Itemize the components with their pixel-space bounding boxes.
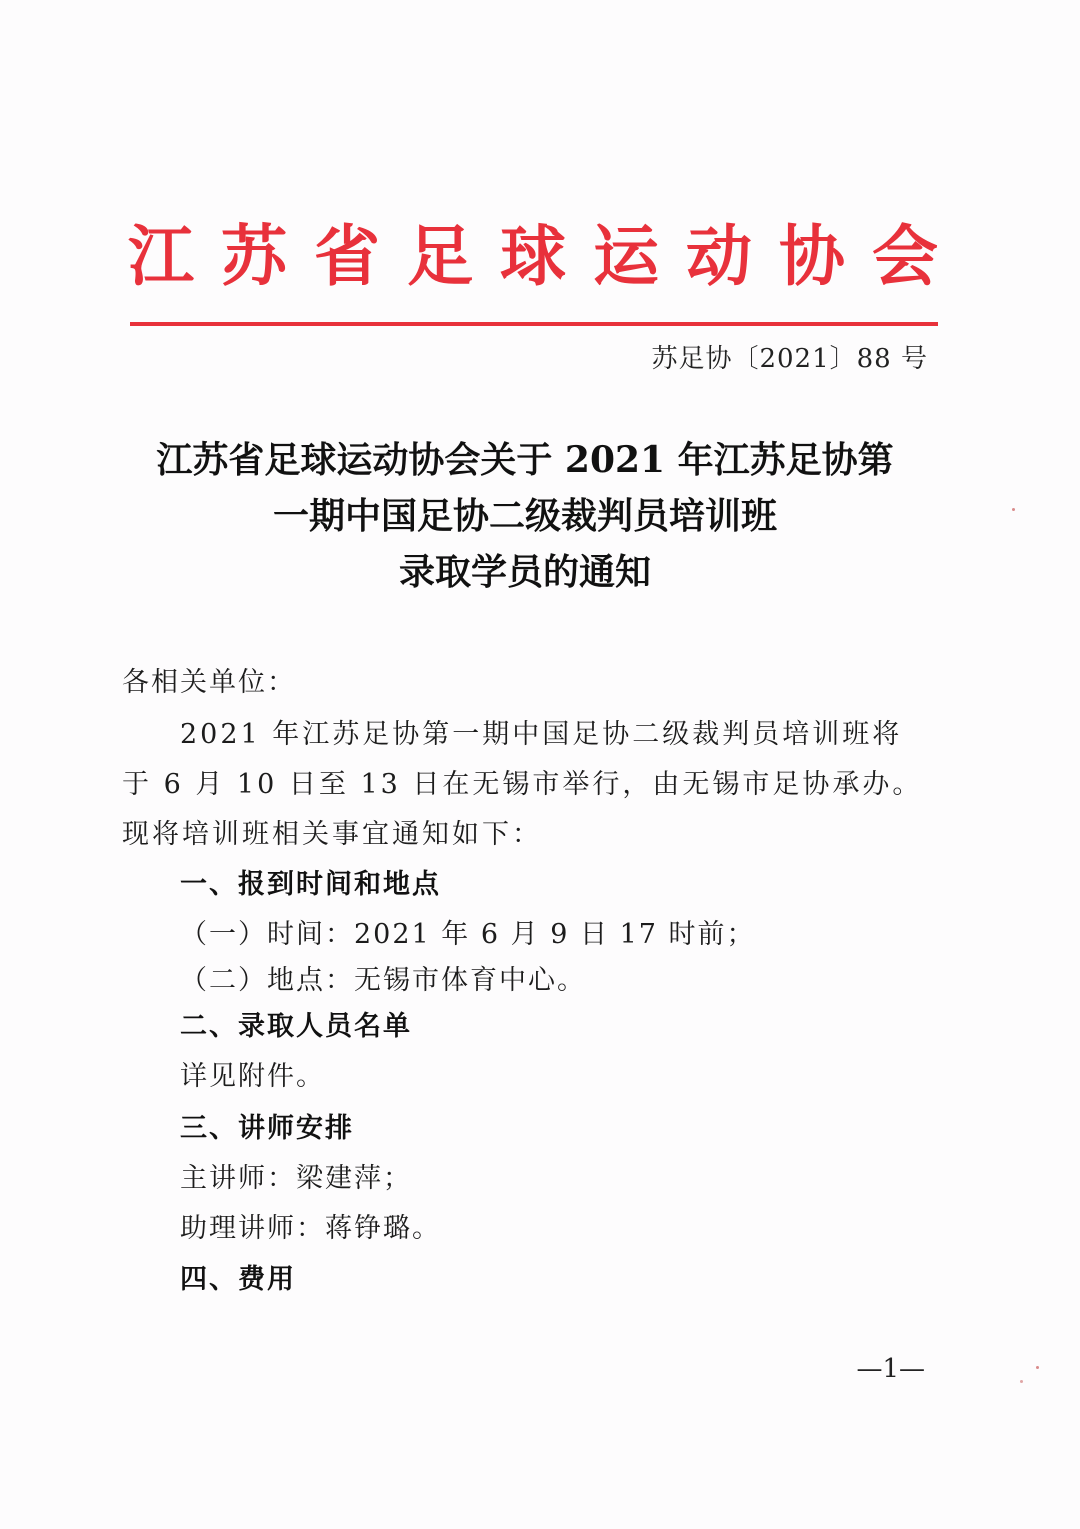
- letterhead-char: 江: [128, 216, 194, 295]
- page-number: —1—: [856, 1354, 925, 1384]
- letterhead-char: 运: [593, 216, 659, 295]
- scan-speck: [1012, 508, 1015, 511]
- letterhead-char: 省: [314, 216, 380, 295]
- section-3-assistant-lecturer: 助理讲师：蒋铮璐。: [180, 1213, 441, 1244]
- section-2-text: 详见附件。: [180, 1061, 325, 1092]
- document-number: 苏足协〔2021〕88 号: [651, 344, 928, 374]
- letterhead-divider: [130, 322, 938, 326]
- letterhead-char: 苏: [221, 216, 287, 295]
- intro-paragraph: 2021 年江苏足协第一期中国足协二级裁判员培训班将于 6 月 10 日至 13 日在无锡市举行，由无锡市足协承办。现将培训班相关事宜通知如下：: [122, 719, 923, 850]
- section-1-heading: 一、报到时间和地点: [180, 869, 441, 900]
- section-1-item-place: （二）地点：无锡市体育中心。: [180, 965, 586, 996]
- title-line-2: 一期中国足协二级裁判员培训班: [272, 495, 777, 537]
- section-1-item-time: （一）时间：2021 年 6 月 9 日 17 时前；: [180, 919, 756, 950]
- section-4-heading: 四、费用: [180, 1264, 296, 1295]
- section-3-heading: 三、讲师安排: [180, 1113, 354, 1144]
- section-3-lead-lecturer: 主讲师：梁建萍；: [180, 1163, 412, 1194]
- letterhead-char: 动: [686, 216, 752, 295]
- title-line-3: 录取学员的通知: [398, 551, 651, 593]
- scan-speck: [1036, 1366, 1039, 1369]
- letterhead-char: 球: [500, 216, 566, 295]
- title-line-1: 江苏省足球运动协会关于 2021 年江苏足协第: [156, 439, 894, 481]
- organization-letterhead: [128, 205, 938, 295]
- salutation: 各相关单位：: [122, 667, 296, 698]
- section-2-heading: 二、录取人员名单: [180, 1011, 412, 1042]
- letterhead-char: 协: [779, 216, 845, 295]
- letterhead-char: 足: [407, 216, 473, 295]
- scan-speck: [1020, 1380, 1023, 1383]
- notice-title: [110, 432, 940, 600]
- letterhead-char: 会: [872, 216, 938, 295]
